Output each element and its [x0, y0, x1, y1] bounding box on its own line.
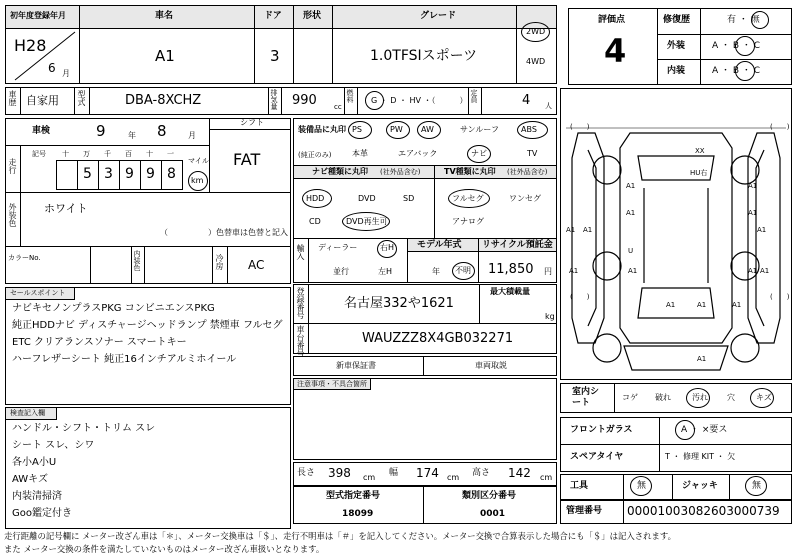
doors: 3 [270, 47, 280, 65]
repair-circle [751, 11, 769, 29]
interior-color-cell [144, 246, 213, 284]
damage-a1: A1 [760, 267, 770, 275]
mgmt-label: 管理番号 [566, 506, 603, 516]
inspector-label: 検査記入欄 [10, 409, 45, 417]
equip-circle [417, 121, 441, 139]
corner-mark: ( ) [770, 293, 790, 301]
tv-label: TV種類に丸印 [444, 167, 496, 176]
damage-a1: A1 [748, 267, 758, 275]
navi-item: HDD [306, 194, 325, 203]
load-label: 最大積載量 [490, 287, 530, 296]
navi-item: DVD再生可 [346, 217, 388, 226]
seat-option: コゲ [622, 393, 638, 402]
import-left: 左H [378, 267, 393, 276]
width-unit: cm [447, 473, 460, 482]
odometer-digit: 5 [83, 166, 92, 182]
cap-label: 定員 [470, 89, 478, 103]
drive-cell [516, 5, 557, 84]
drive-4wd: 4WD [526, 57, 546, 66]
odometer-digit: 9 [125, 166, 134, 182]
tv-item: ワンセグ [509, 194, 541, 203]
interior-circle [735, 61, 755, 81]
tv-item: フルセグ [452, 194, 484, 203]
grade-label: グレード [420, 11, 457, 21]
cap-cell [481, 87, 557, 115]
corner-mark: ( ) [570, 123, 590, 131]
footer-line-1: 走行距離の記号欄に メーター改ざん車は「＊」、メーター交換車は「＄」、走行不明車は「＃」を記入してください。メーター交換で合算表示した場合にも「＄」は記入されます。 [4, 531, 676, 541]
odometer-unit: 十 [146, 150, 153, 158]
insp-label: 車検 [32, 126, 51, 136]
odometer-unit: 百 [125, 150, 132, 158]
damage-a1: A1 [697, 301, 707, 309]
navi-circle [302, 189, 332, 208]
corner-mark: ( ) [570, 293, 590, 301]
import-label: 輸入 [296, 244, 305, 260]
color-cell [20, 192, 291, 247]
cap-unit: 人 [545, 102, 552, 110]
insp-month: 8 [157, 122, 167, 140]
damage-a1: A1 [748, 209, 758, 217]
seat-label: 室内シート [572, 387, 600, 408]
tv-item: アナログ [452, 217, 484, 226]
era-year: H28 [14, 36, 47, 55]
odometer-unit: 千 [104, 150, 111, 158]
equip-item: エアバック [398, 149, 438, 158]
model-year-unknown: 不明 [455, 266, 471, 275]
warranty-label: 新車保証書 [336, 361, 376, 370]
km-label: km [191, 176, 204, 185]
reg-month: 6 [48, 61, 56, 75]
color-value: ホワイト [44, 202, 88, 215]
fuel-circle [365, 91, 384, 110]
sales-point-line: ETC クリアランスソナー スマートキー [12, 337, 187, 348]
equip-item: サンルーフ [460, 125, 499, 134]
drive-2wd: 2WD [526, 27, 546, 36]
ac: AC [248, 258, 265, 272]
seat-scratch-circle [750, 388, 774, 408]
equip-sub: (純正のみ) [298, 151, 332, 159]
load-unit: kg [545, 312, 555, 321]
shape-label: 形状 [303, 11, 322, 21]
shape-cell [293, 28, 333, 84]
notes-box [293, 378, 557, 460]
color-no-cell [5, 246, 91, 284]
class-label: 類別区分番号 [462, 491, 517, 501]
reg-label: 登録番号 [296, 287, 305, 319]
exterior-options: A ・ B ・ C [712, 41, 761, 51]
damage-center: HU右 [690, 169, 708, 177]
tools-circle [630, 476, 652, 496]
inspector-line: ハンドル・シフト・トリム スレ [12, 423, 156, 434]
interior-color-label: 内装色 [133, 250, 141, 271]
manual-label: 車両取説 [475, 361, 507, 370]
model-label: 型式 [77, 90, 86, 106]
import-parallel: 並行 [333, 267, 349, 276]
spare-label: スペアタイヤ [570, 452, 624, 462]
seat-option: 穴 [727, 393, 735, 402]
equip-item: PS [352, 125, 362, 134]
grade: 1.0TFSIスポーツ [370, 48, 478, 64]
seat-option: 破れ [655, 393, 671, 402]
color-note: （ ）色替車は色替と記入 [160, 228, 288, 237]
equip-circle [348, 121, 372, 139]
glass-circle [675, 420, 695, 440]
model-year-unit: 年 [432, 267, 440, 276]
disp-label: 排気量 [270, 89, 278, 110]
width: 174 [416, 466, 439, 480]
score-label: 評価点 [598, 15, 626, 25]
inspector-line: Goo鑑定付き [12, 508, 72, 519]
equip-label-a: 装備品に丸印 [298, 125, 346, 134]
tv-sub: (社外品含む) [507, 168, 548, 176]
usage-label: 車歴 [8, 90, 17, 106]
damage-a1: A1 [566, 226, 576, 234]
year-label: 初年度登録年月 [10, 11, 66, 20]
damage-a1: A1 [626, 209, 636, 217]
notes-label: 注意事項・不具合箇所 [297, 380, 367, 388]
navi-circle [342, 212, 390, 231]
jack-label: ジャッキ [682, 481, 718, 491]
navi-sub: (社外品含む) [380, 168, 421, 176]
height-unit: cm [540, 473, 553, 482]
length-label: 長さ [297, 468, 316, 478]
equip-circle [386, 121, 410, 139]
jack-circle [745, 476, 767, 496]
equip-item: 本革 [352, 149, 368, 158]
class-value: 0001 [480, 509, 506, 519]
seat-option: 汚れ [692, 393, 708, 402]
inspector-line: シート スレ、シワ [12, 440, 95, 451]
equip-item: PW [390, 125, 403, 134]
reg-value: 名古屋332や1621 [344, 296, 454, 311]
damage-a1: A1 [628, 267, 638, 275]
displacement: 990 [292, 93, 317, 108]
navi-item: SD [403, 194, 415, 203]
car-name-label: 車名 [155, 11, 174, 21]
corner-mark: ( ) [770, 123, 790, 131]
chassis-label: 車台番号 [296, 325, 305, 357]
equip-circle [517, 121, 548, 139]
damage-a1: A1 [697, 355, 707, 363]
height: 142 [508, 466, 531, 480]
height-label: 高さ [472, 468, 491, 478]
door-label: ドア [264, 11, 282, 21]
sales-point-line: ハーフレザーシート 純正16インチアルミホイール [12, 354, 237, 365]
car-name: A1 [155, 47, 175, 65]
odometer-digit: 8 [167, 166, 176, 182]
tv-circle [448, 189, 490, 208]
navi-item: CD [309, 217, 321, 226]
odometer-unit: 万 [83, 150, 90, 158]
import-right: 右H [380, 243, 395, 252]
insp-year-unit: 年 [128, 131, 136, 140]
insp-month-unit: 月 [188, 131, 196, 140]
length: 398 [328, 466, 351, 480]
recycle-label: リサイクル預託金 [482, 240, 553, 250]
mile-label: マイル [188, 157, 209, 165]
sales-point-line: ナビキセノンプラスPKG コンビニエンスPKG [12, 303, 215, 314]
inspector-line: 内装清掃済 [12, 491, 62, 502]
jack-option: 無 [752, 481, 762, 491]
inspector-line: AWキズ [12, 474, 48, 485]
capacity: 4 [522, 93, 531, 108]
exterior-label: 外装 [667, 41, 686, 51]
inspector-line: 各小A小U [12, 457, 57, 468]
equip-circle [467, 145, 491, 163]
fuel-options: G ・ D ・ HV ・（ ） [371, 96, 468, 105]
designation-label: 型式指定番号 [326, 491, 381, 501]
model: DBA-8XCHZ [125, 93, 202, 108]
model-year-label: モデル年式 [417, 240, 462, 250]
disp-unit: cc [334, 103, 342, 111]
designation: 18099 [342, 509, 374, 519]
odometer-digit: 9 [146, 166, 155, 182]
month-unit: 月 [62, 69, 70, 78]
tools-label: 工具 [570, 481, 589, 491]
insp-year: 9 [96, 122, 106, 140]
damage-a1: A1 [748, 182, 758, 190]
odometer-unit: 一 [167, 150, 174, 158]
import-dealer: ディーラー [318, 243, 358, 252]
navi-item: DVD [358, 194, 376, 203]
sales-points-label: セールスポイント [10, 289, 66, 297]
fuel-label: 燃料 [346, 89, 354, 103]
damage-a1: A1 [626, 182, 636, 190]
interior-label: 内装 [667, 66, 686, 76]
chassis-value: WAUZZZ8X4GB032271 [362, 331, 514, 346]
color-label: 外装色 [8, 203, 17, 227]
mgmt-value: 00001003082603000739 [627, 504, 780, 518]
equip-item: TV [527, 149, 538, 158]
score-value: 4 [604, 32, 627, 70]
sales-point-line: 純正HDDナビ ディスチャージヘッドランプ 禁煙車 フルセグ [12, 320, 283, 331]
odometer-cell [56, 160, 78, 190]
navi-label: ナビ種類に丸印 [312, 167, 368, 176]
damage-xx: XX [695, 147, 705, 155]
equip-item: AW [421, 125, 434, 134]
exterior-circle [735, 36, 755, 56]
spare-options: T ・ 修理 KIT ・ 欠 [665, 452, 736, 461]
seat-stain-circle [686, 388, 710, 408]
tools-option: 無 [637, 481, 647, 491]
mileage-sub: 記号 [32, 150, 46, 158]
repair-options: 有 ・ 無 [727, 15, 760, 25]
length-unit: cm [363, 473, 376, 482]
odometer-unit: 十 [62, 150, 69, 158]
repair-label: 修復歴 [663, 15, 691, 25]
shift: FAT [233, 150, 261, 169]
car-diagram [560, 88, 792, 380]
damage-a1: A1 [569, 267, 579, 275]
glass-label: フロントガラス [570, 425, 633, 435]
interior-options: A ・ B ・ C [712, 66, 761, 76]
damage-a1: A1 [583, 226, 593, 234]
damage-u: U [628, 247, 634, 255]
equip-item: ABS [521, 125, 537, 134]
recycle-value: 11,850 [488, 262, 534, 277]
usage: 自家用 [26, 94, 59, 107]
width-label: 幅 [389, 468, 399, 478]
odometer-digit: 3 [104, 166, 113, 182]
damage-a1: A1 [732, 301, 742, 309]
glass-options: A ・ ×要ス [681, 425, 728, 435]
shift-label: シフト [240, 118, 264, 127]
recycle-unit: 円 [544, 267, 552, 276]
seat-option: キズ [756, 393, 772, 402]
footer-line-2: また メーター交換の条件を満たしていないものはメーター改ざん車扱いとなります。 [4, 544, 325, 554]
color-no-label: カラーNo. [8, 254, 41, 262]
ac-label: 冷房 [215, 254, 224, 270]
damage-a1: A1 [666, 301, 676, 309]
mileage-label: 走行 [8, 158, 17, 174]
equip-item: ナビ [471, 149, 487, 158]
damage-a1: A1 [757, 226, 767, 234]
